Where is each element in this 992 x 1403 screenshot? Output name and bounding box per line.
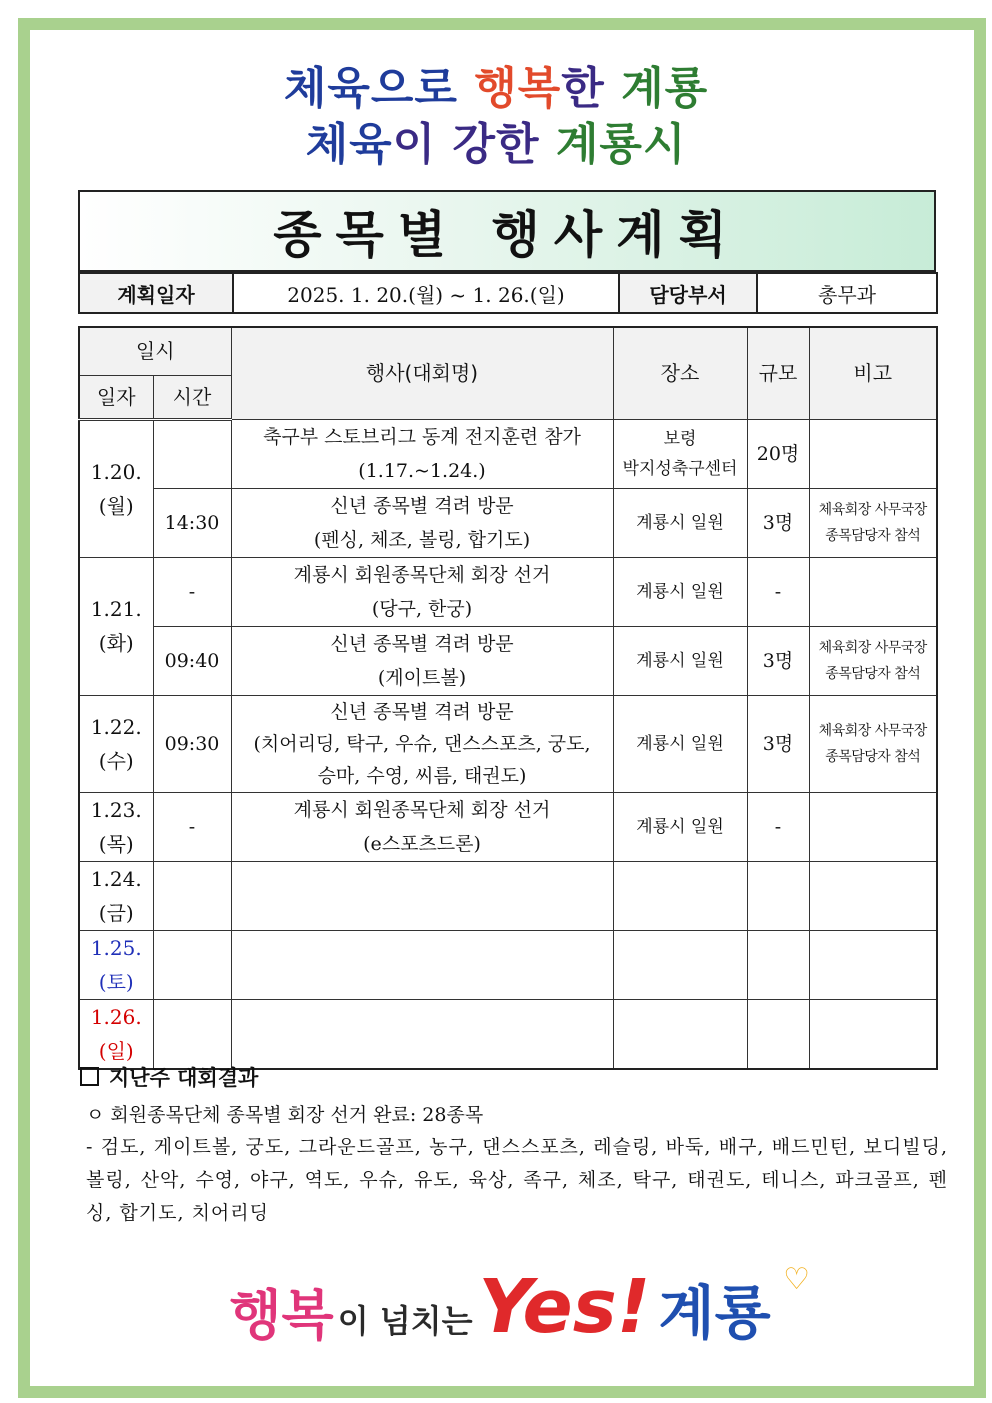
slogan-1-part-1: 체육으로 bbox=[283, 63, 475, 114]
dept-label: 담당부서 bbox=[619, 273, 757, 313]
header-note: 비고 bbox=[809, 327, 937, 419]
time-cell: 09:40 bbox=[153, 626, 231, 695]
event-cell: 신년 종목별 격려 방문 (펜싱, 체조, 볼링, 합기도) bbox=[231, 488, 613, 557]
time-cell bbox=[153, 861, 231, 930]
scale-cell: 3명 bbox=[747, 626, 809, 695]
event-cell: 신년 종목별 격려 방문 (게이트볼) bbox=[231, 626, 613, 695]
note-cell bbox=[809, 861, 937, 930]
slogan-1-part-4: 계룡 bbox=[621, 63, 709, 114]
table-row bbox=[79, 695, 937, 792]
bottom-slogan bbox=[190, 1250, 810, 1350]
time-cell bbox=[153, 930, 231, 999]
event-cell: 신년 종목별 격려 방문 (치어리딩, 탁구, 우슈, 댄스스포츠, 궁도, 승마, 수영, 씨름, 태권도) bbox=[231, 695, 613, 792]
bottom-slogan-part-2: 이 넘치는 bbox=[337, 1302, 473, 1340]
document-title: 종목별 행사계획 bbox=[273, 206, 741, 264]
place-cell: 보령 박지성축구센터 bbox=[613, 419, 747, 488]
scale-cell: - bbox=[747, 557, 809, 626]
time-cell bbox=[153, 999, 231, 1069]
slogan-1-part-2: 행복 bbox=[474, 63, 562, 114]
date-cell-1-24: 1.24. (금) bbox=[79, 861, 153, 930]
scale-cell: - bbox=[747, 792, 809, 861]
slogan-2-part-2: 이 강한 bbox=[392, 119, 556, 170]
table-row bbox=[79, 419, 937, 488]
table-row bbox=[79, 626, 937, 695]
header-scale: 규모 bbox=[747, 327, 809, 419]
period-value: 2025. 1. 20.(월) ~ 1. 26.(일) bbox=[233, 273, 619, 313]
place-cell: 계룡시 일원 bbox=[613, 792, 747, 861]
slogan-line-1 bbox=[0, 52, 992, 116]
time-cell: - bbox=[153, 792, 231, 861]
table-row bbox=[79, 861, 937, 930]
event-cell bbox=[231, 861, 613, 930]
note-cell bbox=[809, 999, 937, 1069]
note-cell bbox=[809, 792, 937, 861]
time-cell: 14:30 bbox=[153, 488, 231, 557]
scale-cell: 3명 bbox=[747, 695, 809, 792]
table-row bbox=[79, 999, 937, 1069]
document-title-box bbox=[78, 190, 936, 272]
place-cell bbox=[613, 861, 747, 930]
results-list: - 검도, 게이트볼, 궁도, 그라운드골프, 농구, 댄스스포츠, 레슬링, 바둑, 배구, 배드민턴, 보디빌딩, 볼링, 산악, 수영, 야구, 역도, 우슈, 유도, 육상, 족구, 체조, 탁구, 태권도, 테니스, 파크골프, 펜싱, 합기도, 치어리딩 bbox=[86, 1136, 948, 1224]
date-cell-1-25: 1.25. (토) bbox=[79, 930, 153, 999]
results-heading: 지난주 대회결과 bbox=[80, 1062, 950, 1092]
slogan-1-part-3: 한 bbox=[561, 63, 622, 114]
place-cell: 계룡시 일원 bbox=[613, 626, 747, 695]
table-row bbox=[79, 557, 937, 626]
slogan-2-part-3: 계룡시 bbox=[555, 119, 687, 170]
table-row bbox=[79, 488, 937, 557]
date-cell-1-20: 1.20. (월) bbox=[79, 419, 153, 557]
header-event: 행사(대회명) bbox=[231, 327, 613, 419]
event-cell: 계룡시 회원종목단체 회장 선거 (e스포츠드론) bbox=[231, 792, 613, 861]
last-week-results bbox=[80, 1062, 950, 1230]
time-cell: - bbox=[153, 557, 231, 626]
dept-value: 총무과 bbox=[757, 273, 937, 313]
checkbox-square-icon bbox=[80, 1067, 99, 1086]
schedule-table bbox=[78, 326, 938, 1070]
heart-icon: ♡ bbox=[783, 1262, 810, 1297]
event-cell bbox=[231, 999, 613, 1069]
event-cell: 축구부 스토브리그 동계 전지훈련 참가 (1.17.~1.24.) bbox=[231, 419, 613, 488]
note-cell: 체육회장 사무국장 종목담당자 참석 bbox=[809, 695, 937, 792]
note-cell bbox=[809, 930, 937, 999]
time-cell bbox=[153, 419, 231, 488]
date-cell-1-26: 1.26. (일) bbox=[79, 999, 153, 1069]
place-cell bbox=[613, 999, 747, 1069]
bottom-slogan-part-3: Yes! bbox=[478, 1264, 651, 1350]
note-cell bbox=[809, 419, 937, 488]
header-datetime: 일시 bbox=[79, 327, 231, 375]
bottom-slogan-part-4: 계룡 bbox=[658, 1279, 771, 1347]
results-bullet: ㅇ 회원종목단체 종목별 회장 선거 완료: 28종목 bbox=[86, 1104, 484, 1126]
place-cell: 계룡시 일원 bbox=[613, 488, 747, 557]
date-cell-1-21: 1.21. (화) bbox=[79, 557, 153, 695]
slogan-line-2 bbox=[0, 108, 992, 172]
period-label: 계획일자 bbox=[79, 273, 233, 313]
header-time: 시간 bbox=[153, 375, 231, 419]
place-cell bbox=[613, 930, 747, 999]
scale-cell bbox=[747, 930, 809, 999]
scale-cell bbox=[747, 861, 809, 930]
time-cell: 09:30 bbox=[153, 695, 231, 792]
bottom-slogan-part-1: 행복 bbox=[229, 1284, 334, 1347]
scale-cell bbox=[747, 999, 809, 1069]
table-row bbox=[79, 792, 937, 861]
scale-cell: 20명 bbox=[747, 419, 809, 488]
header-date: 일자 bbox=[79, 375, 153, 419]
note-cell: 체육회장 사무국장 종목담당자 참석 bbox=[809, 488, 937, 557]
note-cell: 체육회장 사무국장 종목담당자 참석 bbox=[809, 626, 937, 695]
slogan-2-part-1: 체육 bbox=[305, 119, 393, 170]
date-cell-1-22: 1.22. (수) bbox=[79, 695, 153, 792]
plan-info-table bbox=[78, 272, 938, 314]
event-cell bbox=[231, 930, 613, 999]
scale-cell: 3명 bbox=[747, 488, 809, 557]
place-cell: 계룡시 일원 bbox=[613, 695, 747, 792]
event-cell: 계룡시 회원종목단체 회장 선거 (당구, 한궁) bbox=[231, 557, 613, 626]
header-place: 장소 bbox=[613, 327, 747, 419]
note-cell bbox=[809, 557, 937, 626]
place-cell: 계룡시 일원 bbox=[613, 557, 747, 626]
date-cell-1-23: 1.23. (목) bbox=[79, 792, 153, 861]
table-row bbox=[79, 930, 937, 999]
